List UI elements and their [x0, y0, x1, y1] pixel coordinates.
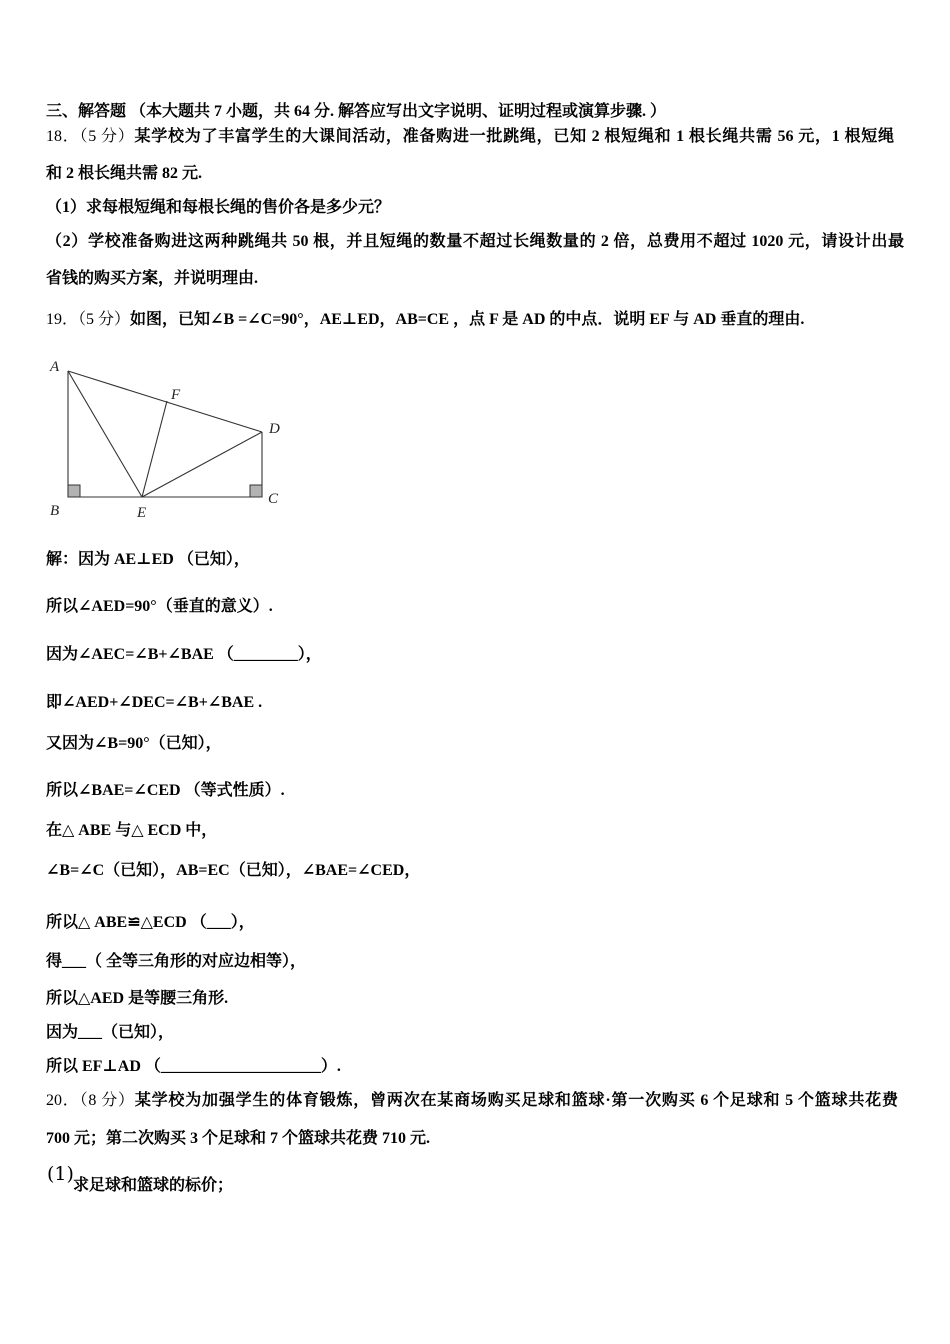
solution-line: 解：因为 AE⊥ED （已知），	[46, 551, 250, 568]
right-angle-mark-b	[68, 485, 80, 497]
q20-stem-line-2: 700 元；第二次购买 3 个足球和 7 个篮球共花费 710 元.	[46, 1130, 431, 1147]
q19-stem-text: 如图，已知∠B =∠C=90°，AE⊥ED，AB=CE ，点 F 是 AD 的中点．说明 EF 与 AD 垂直的理由.	[130, 311, 805, 328]
q19-score: （5 分）	[78, 311, 131, 328]
q19-number: 19．	[46, 311, 79, 328]
q20-part-1-number: (1)	[47, 1163, 74, 1185]
q18-stem-text-1: 某学校为了丰富学生的大课间活动，准备购进一批跳绳，已知 2 根短绳和 1 根长绳共需 56 元，1 根短绳	[134, 128, 894, 145]
segment-ef	[142, 401, 167, 497]
solution-line: 所以△ ABE≌△ECD （___），	[46, 914, 255, 931]
section-header: 三、解答题 （本大题共 7 小题，共 64 分. 解答应写出文字说明、证明过程或演算步骤. ）	[46, 103, 667, 120]
q18-stem-line-1	[46, 127, 894, 147]
q20-stem-text-1: 某学校为加强学生的体育锻炼，曾两次在某商场购买足球和篮球·第一次购买 6 个足球和 5 个篮球共花费	[134, 1092, 898, 1109]
q20-stem-line-1	[46, 1091, 898, 1111]
point-label-b: B	[50, 503, 60, 519]
q18-part-2-line-1: （2）学校准备购进这两种跳绳共 50 根，并且短绳的数量不超过长绳数量的 2 倍，总费用不超过 1020 元，请设计出最	[46, 233, 904, 250]
segment-ae	[68, 371, 142, 497]
point-label-a: A	[50, 359, 60, 375]
geometry-figure	[40, 350, 290, 530]
solution-line: 所以∠AED=90°（垂直的意义）.	[46, 598, 273, 615]
q20-part-1-text: 求足球和篮球的标价；	[73, 1177, 234, 1194]
q18-part-2-line-2: 省钱的购买方案，并说明理由.	[46, 270, 259, 287]
q19-stem	[46, 310, 804, 330]
point-label-c: C	[268, 491, 279, 507]
right-angle-mark-c	[250, 485, 262, 497]
q18-stem-line-2: 和 2 根长绳共需 82 元.	[46, 165, 203, 182]
point-label-e: E	[137, 505, 147, 521]
q18-number: 18．	[46, 128, 80, 145]
q18-part-1: （1）求每根短绳和每根长绳的售价各是多少元？	[46, 199, 391, 216]
solution-line: 所以∠BAE=∠CED （等式性质）.	[46, 782, 285, 799]
solution-line: 因为___（已知），	[46, 1024, 175, 1041]
segment-ad	[68, 371, 262, 432]
solution-line: 因为∠AEC=∠B+∠BAE （________），	[46, 646, 322, 663]
segment-ed	[142, 432, 262, 497]
point-label-d: D	[269, 421, 280, 437]
q20-number: 20．	[46, 1092, 80, 1109]
solution-line: 所以 EF⊥AD （____________________）.	[46, 1058, 341, 1075]
solution-line: 得___（ 全等三角形的对应边相等），	[46, 953, 307, 970]
solution-line: 又因为∠B=90°（已知），	[46, 735, 222, 752]
point-label-f: F	[171, 387, 181, 403]
solution-line: ∠B=∠C（已知），AB=EC（已知），∠BAE=∠CED，	[46, 862, 421, 879]
q18-score: （5 分）	[79, 128, 135, 145]
solution-line: 即∠AED+∠DEC=∠B+∠BAE .	[46, 694, 263, 711]
solution-line: 在△ ABE 与△ ECD 中，	[46, 822, 218, 839]
solution-line: 所以△AED 是等腰三角形.	[46, 990, 229, 1007]
q20-score: （8 分）	[79, 1092, 135, 1109]
